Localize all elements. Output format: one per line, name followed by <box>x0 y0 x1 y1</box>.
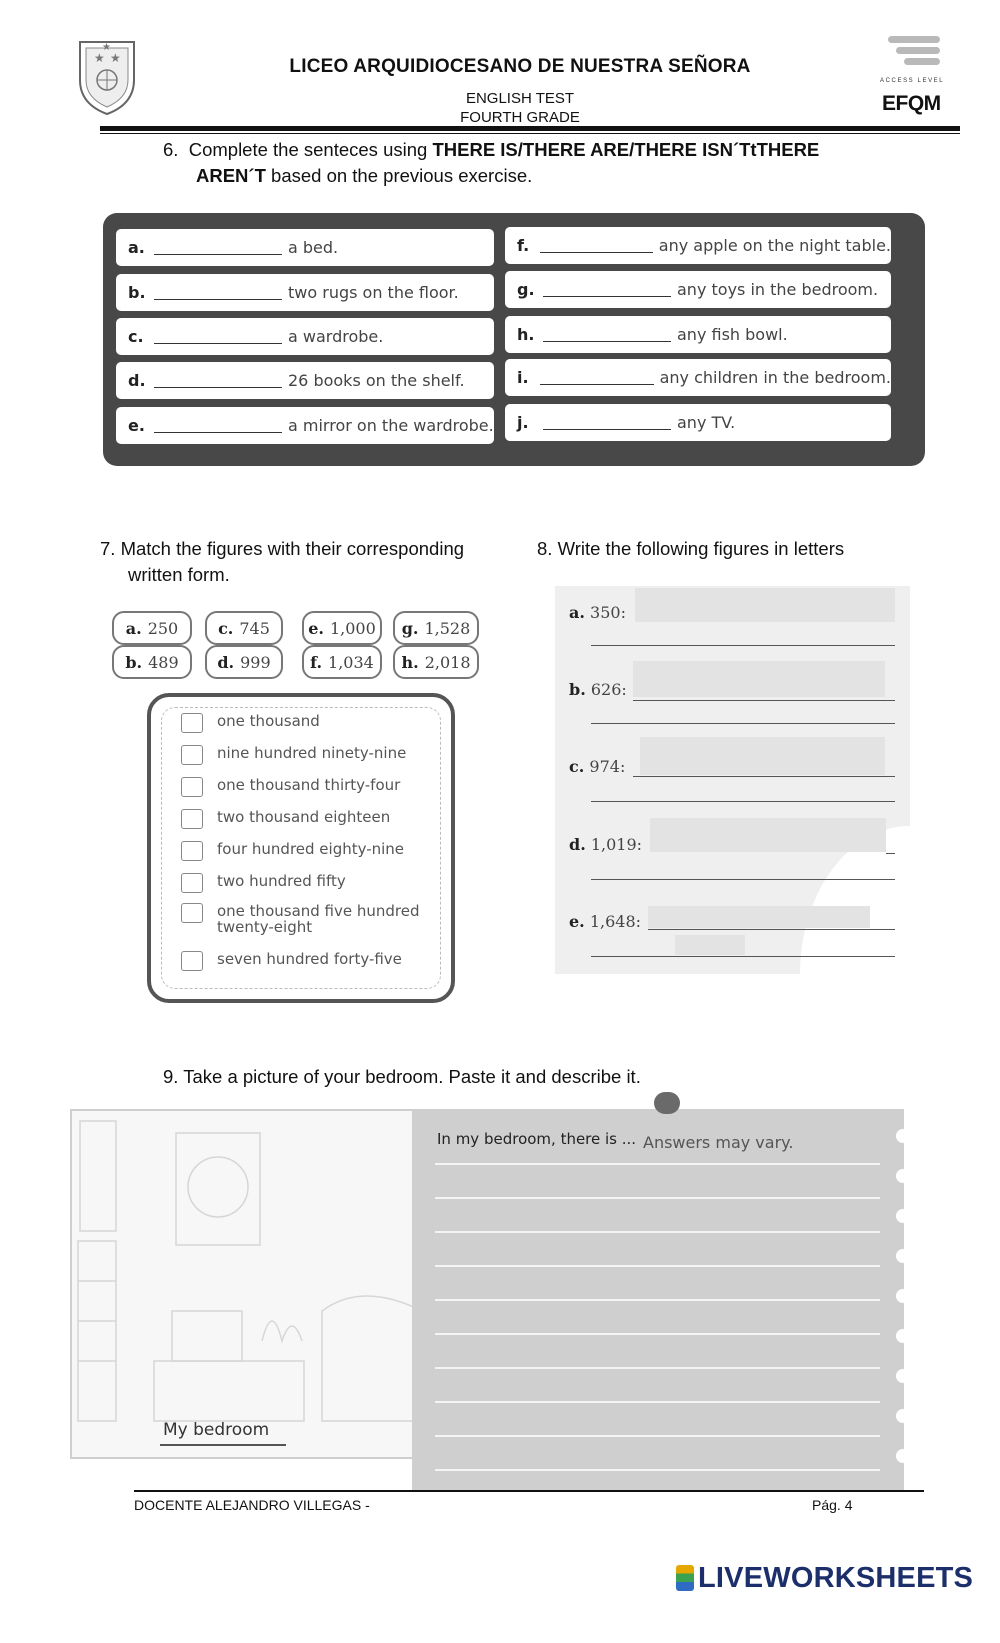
figure-chip-g: g. 1,528 <box>393 611 479 645</box>
answer-field-e[interactable] <box>648 906 870 928</box>
checkbox[interactable] <box>181 809 203 829</box>
figure-item-d: d. 1,019: <box>569 835 643 854</box>
sentence-g: g. any toys in the bedroom. <box>505 271 891 308</box>
sentence-f: f. any apple on the night table. <box>505 227 891 264</box>
checkbox[interactable] <box>181 841 203 861</box>
sentence-h: h. any fish bowl. <box>505 316 891 353</box>
sentence-i: i. any children in the bedroom. <box>505 359 891 396</box>
answer-blank[interactable] <box>543 327 671 342</box>
figure-chip-c: c. 745 <box>205 611 283 645</box>
figure-item-a: a. 350: <box>569 603 626 622</box>
figure-chip-d: d. 999 <box>205 645 283 679</box>
sentence-d: d. 26 books on the shelf. <box>116 362 494 399</box>
answer-blank[interactable] <box>154 418 282 433</box>
match-option: one thousand five hundred twenty-eight <box>181 903 420 935</box>
sentence-a: a. a bed. <box>116 229 494 266</box>
svg-text:★: ★ <box>102 42 111 53</box>
answer-blank[interactable] <box>540 238 653 253</box>
match-options-box <box>147 693 455 1003</box>
description-answer[interactable]: Answers may vary. <box>643 1133 794 1152</box>
match-option: two hundred fifty <box>181 873 346 893</box>
checkbox[interactable] <box>181 951 203 971</box>
figure-item-c: c. 974: <box>569 757 626 776</box>
sentence-j: j. any TV. <box>505 404 891 441</box>
bedroom-picture-area[interactable] <box>70 1109 430 1459</box>
sentence-e: e. a mirror on the wardrobe. <box>116 407 494 444</box>
checkbox[interactable] <box>181 745 203 765</box>
figure-chip-b: b. 489 <box>112 645 192 679</box>
figure-chip-f: f. 1,034 <box>302 645 382 679</box>
exercise-6-board <box>103 213 925 466</box>
match-option: seven hundred forty-five <box>181 951 402 971</box>
answer-blank[interactable] <box>154 285 282 300</box>
answer-field-b[interactable] <box>633 661 885 697</box>
liveworksheets-logo[interactable]: LIVEWORKSHEETS <box>676 1562 973 1595</box>
description-prompt: In my bedroom, there is ... <box>437 1130 637 1148</box>
efqm-logo-text: EFQM <box>882 92 941 115</box>
checkbox[interactable] <box>181 713 203 733</box>
svg-text:★: ★ <box>110 51 121 65</box>
liveworksheets-icon <box>676 1565 694 1591</box>
exercise-6-prompt: 6. Complete the senteces using THERE IS/THERE ARE/THERE ISN´TtTHERE AREN´T based on the previous exercise. <box>163 139 820 186</box>
teacher-name: DOCENTE ALEJANDRO VILLEGAS - <box>134 1497 370 1513</box>
exercise-number: 6. <box>163 139 179 160</box>
footer-rule <box>134 1490 924 1492</box>
figure-chip-h: h. 2,018 <box>393 645 479 679</box>
answer-blank[interactable] <box>154 240 282 255</box>
figure-chip-a: a. 250 <box>112 611 192 645</box>
checkbox[interactable] <box>181 873 203 893</box>
answer-blank[interactable] <box>540 370 654 385</box>
match-option: one thousand thirty-four <box>181 777 400 797</box>
answer-blank[interactable] <box>154 329 282 344</box>
checkbox[interactable] <box>181 903 203 923</box>
header-rule <box>100 126 960 131</box>
efqm-access-level: ACCESS LEVEL <box>880 78 945 84</box>
grade-level: FOURTH GRADE <box>460 109 580 126</box>
test-subject: ENGLISH TEST <box>465 90 575 107</box>
checkbox[interactable] <box>181 777 203 797</box>
answer-field-d[interactable] <box>650 818 886 852</box>
match-option: four hundred eighty-nine <box>181 841 404 861</box>
school-crest-logo <box>74 36 140 116</box>
header-rule-thin <box>100 133 960 134</box>
page-number: Pág. 4 <box>812 1497 853 1513</box>
answer-blank[interactable] <box>154 373 282 388</box>
answer-blank[interactable] <box>543 282 671 297</box>
exercise-8-prompt: 8. Write the following figures in letters <box>537 538 845 559</box>
match-option: nine hundred ninety-nine <box>181 745 406 765</box>
answer-blank[interactable] <box>543 415 671 430</box>
sentence-b: b. two rugs on the floor. <box>116 274 494 311</box>
match-option: two thousand eighteen <box>181 809 390 829</box>
figure-chip-e: e. 1,000 <box>302 611 382 645</box>
match-option: one thousand <box>181 713 320 733</box>
answer-field-a[interactable] <box>635 588 895 622</box>
efqm-logo-bars <box>888 36 940 69</box>
figure-item-e: e. 1,648: <box>569 912 642 931</box>
figure-item-b: b. 626: <box>569 680 627 699</box>
pin-icon <box>654 1092 680 1114</box>
picture-caption: My bedroom <box>163 1420 270 1440</box>
school-name: LICEO ARQUIDIOCESANO DE NUESTRA SEÑORA <box>289 56 751 77</box>
answer-field-c[interactable] <box>640 737 885 775</box>
exercise-7-prompt: 7. Match the figures with their corresponding written form. <box>100 538 465 585</box>
exercise-9-prompt: 9. Take a picture of your bedroom. Paste it and describe it. <box>163 1066 641 1087</box>
bedroom-sketch-image <box>72 1111 428 1457</box>
sentence-c: c. a wardrobe. <box>116 318 494 355</box>
svg-text:★: ★ <box>94 51 105 65</box>
